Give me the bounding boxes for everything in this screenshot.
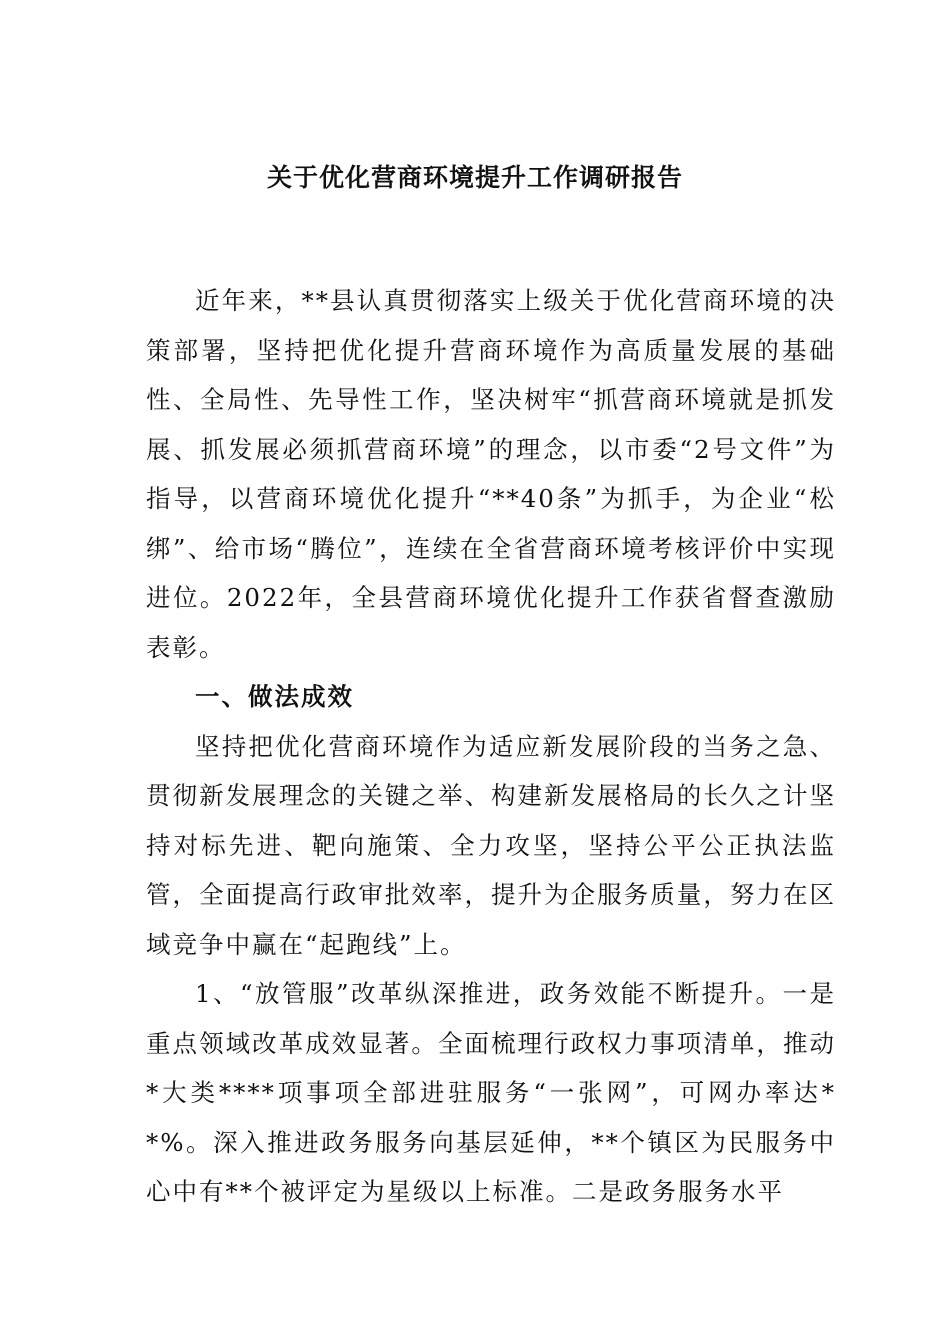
section-summary-paragraph: 坚持把优化营商环境作为适应新发展阶段的当务之急、贯彻新发展理念的关键之举、构建新发展格局的长久之计坚持对标先进、靶向施策、全力攻坚，坚持公平公正执法监管，全面提高行政审批效率，提升为企服务质量，努力在区域竞争中赢在“起跑线”上。 — [146, 731, 836, 959]
intro-paragraph: 近年来，**县认真贯彻落实上级关于优化营商环境的决策部署，坚持把优化提升营商环境作为高质量发展的基础性、全局性、先导性工作，坚决树牢“抓营商环境就是抓发展、抓发展必须抓营商环境”的理念，以市委“2号文件”为指导，以营商环境优化提升“**40条”为抓手，为企业“松绑”、给市场“腾位”，连续在全省营商环境考核评价中实现进位。2022年，全县营商环境优化提升工作获省督查激励表彰。 — [146, 286, 836, 662]
section-heading: 一、做法成效 — [195, 682, 354, 711]
document-body — [146, 276, 836, 1217]
item-one-paragraph: 1、“放管服”改革纵深推进，政务效能不断提升。一是重点领域改革成效显著。全面梳理行政权力事项清单，推动*大类****项事项全部进驻服务“一张网”，可网办率达**%。深入推进政务服务向基层延伸，**个镇区为民服务中心中有**个被评定为星级以上标准。二是政务服务水平 — [146, 979, 836, 1206]
document-title: 关于优化营商环境提升工作调研报告 — [266, 163, 683, 192]
